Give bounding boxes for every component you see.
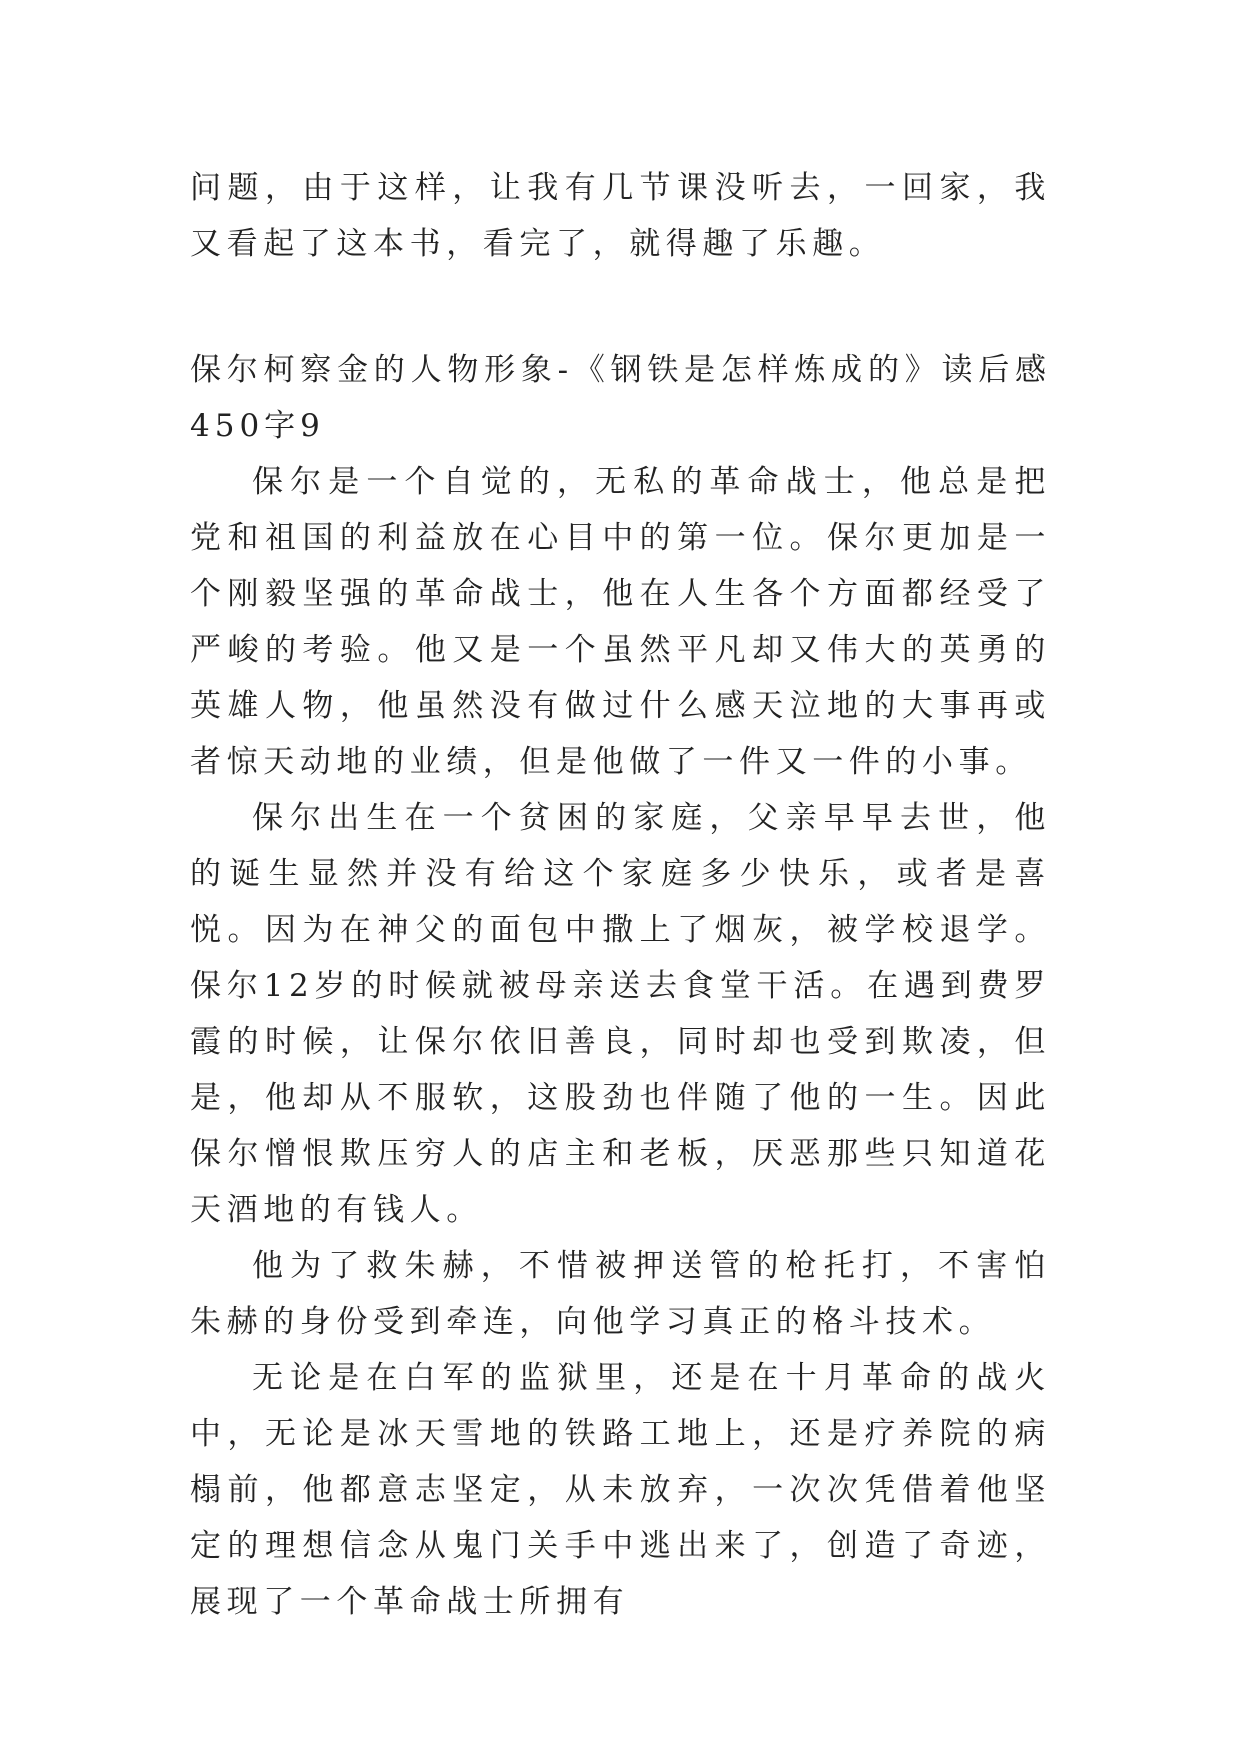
body-paragraph-4: 无论是在白军的监狱里，还是在十月革命的战火中，无论是冰天雪地的铁路工地上，还是疗养院的病榻前，他都意志坚定，从未放弃，一次次凭借着他坚定的理想信念从鬼门关手中逃出来了，创造了奇迹，展现了一个革命战士所拥有 <box>190 1360 1051 1620</box>
body-paragraph-3: 他为了救朱赫，不惜被押送管的枪托打，不害怕朱赫的身份受到牵连，向他学习真正的格斗技术。 <box>190 1248 1051 1340</box>
section-gap <box>190 272 1051 342</box>
essay-title: 保尔柯察金的人物形象-《钢铁是怎样炼成的》读后感450字9 <box>190 352 1051 444</box>
body-paragraph-2: 保尔出生在一个贫困的家庭，父亲早早去世，他的诞生显然并没有给这个家庭多少快乐，或者是喜悦。因为在神父的面包中撒上了烟灰，被学校退学。保尔12岁的时候就被母亲送去食堂干活。在遇到费罗霞的时候，让保尔依旧善良，同时却也受到欺凌，但是，他却从不服软，这股劲也伴随了他的一生。因此保尔憎恨欺压穷人的店主和老板，厌恶那些只知道花天酒地的有钱人。 <box>190 800 1051 1228</box>
continuation-paragraph: 问题，由于这样，让我有几节课没听去，一回家，我又看起了这本书，看完了，就得趣了乐趣。 <box>190 170 1051 262</box>
body-paragraph-1: 保尔是一个自觉的，无私的革命战士，他总是把党和祖国的利益放在心目中的第一位。保尔更加是一个刚毅坚强的革命战士，他在人生各个方面都经受了严峻的考验。他又是一个虽然平凡却又伟大的英勇的英雄人物，他虽然没有做过什么感天泣地的大事再或者惊天动地的业绩，但是他做了一件又一件的小事。 <box>190 464 1051 780</box>
